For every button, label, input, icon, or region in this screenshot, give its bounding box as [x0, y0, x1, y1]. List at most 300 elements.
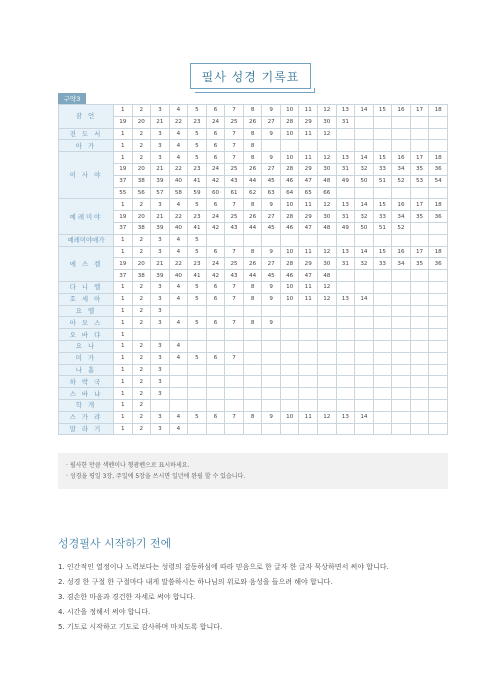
chapter-cell: 26 — [243, 211, 262, 223]
chapter-cell — [262, 364, 281, 376]
chapter-cell: 6 — [206, 152, 225, 164]
chapter-cell — [188, 376, 207, 388]
chapter-cell: 1 — [114, 293, 133, 305]
chapter-cell: 41 — [188, 175, 207, 187]
chapter-cell: 6 — [206, 128, 225, 140]
chapter-cell: 13 — [336, 152, 355, 164]
chapter-cell — [355, 187, 374, 199]
chapter-cell — [410, 187, 429, 199]
chapter-cell — [299, 340, 318, 352]
chapter-cell: 6 — [206, 140, 225, 152]
chapter-cell — [355, 352, 374, 364]
chapter-cell: 2 — [132, 305, 151, 317]
chapter-cell: 14 — [355, 411, 374, 423]
book-name-cell: 아 가 — [59, 140, 114, 152]
chapter-cell — [243, 340, 262, 352]
chapter-cell: 2 — [132, 411, 151, 423]
chapter-cell — [392, 270, 411, 282]
chapter-cell — [373, 352, 392, 364]
chapter-cell — [355, 234, 374, 246]
chapter-cell — [262, 340, 281, 352]
chapter-cell: 7 — [225, 281, 244, 293]
chapter-cell — [355, 329, 374, 341]
chapter-cell — [336, 281, 355, 293]
chapter-cell — [429, 317, 448, 329]
chapter-cell: 11 — [299, 281, 318, 293]
chapter-cell: 23 — [188, 211, 207, 223]
chapter-cell — [410, 423, 429, 435]
chapter-cell: 23 — [188, 163, 207, 175]
book-name-cell: 에 스 겔 — [59, 246, 114, 281]
chapter-cell — [206, 364, 225, 376]
chapter-cell: 2 — [132, 340, 151, 352]
chapter-cell: 6 — [206, 411, 225, 423]
chapter-cell — [336, 270, 355, 282]
table-row — [59, 199, 448, 211]
chapter-cell: 29 — [299, 116, 318, 128]
chapter-cell: 27 — [262, 258, 281, 270]
chapter-cell: 1 — [114, 399, 133, 411]
chapter-cell: 1 — [114, 105, 133, 117]
guide-item: 3. 겸손한 마음과 경건한 자세로 써야 합니다. — [58, 593, 196, 601]
chapter-cell — [336, 187, 355, 199]
chapter-cell: 38 — [132, 175, 151, 187]
chapter-cell: 1 — [114, 329, 133, 341]
chapter-cell — [262, 329, 281, 341]
chapter-cell: 26 — [243, 163, 262, 175]
chapter-cell — [206, 340, 225, 352]
chapter-cell — [410, 340, 429, 352]
chapter-cell — [243, 329, 262, 341]
chapter-cell — [188, 388, 207, 400]
chapter-cell: 3 — [151, 152, 170, 164]
chapter-cell: 9 — [262, 199, 281, 211]
chapter-cell — [373, 388, 392, 400]
chapter-cell: 32 — [355, 211, 374, 223]
chapter-cell: 2 — [132, 293, 151, 305]
chapter-cell — [336, 364, 355, 376]
chapter-cell: 17 — [410, 199, 429, 211]
chapter-cell: 40 — [169, 222, 188, 234]
chapter-cell: 40 — [169, 175, 188, 187]
chapter-cell — [336, 352, 355, 364]
chapter-cell: 19 — [114, 211, 133, 223]
chapter-cell: 8 — [243, 199, 262, 211]
chapter-cell — [336, 128, 355, 140]
chapter-cell — [355, 128, 374, 140]
chapter-cell — [206, 423, 225, 435]
chapter-cell: 45 — [262, 222, 281, 234]
book-name-cell: 미 가 — [59, 352, 114, 364]
chapter-cell — [262, 388, 281, 400]
book-name-cell: 요 나 — [59, 340, 114, 352]
chapter-cell: 1 — [114, 423, 133, 435]
chapter-cell: 29 — [299, 163, 318, 175]
chapter-cell: 5 — [188, 234, 207, 246]
chapter-cell — [373, 411, 392, 423]
chapter-cell — [429, 352, 448, 364]
chapter-cell — [280, 340, 299, 352]
chapter-cell: 5 — [188, 246, 207, 258]
chapter-cell: 9 — [262, 246, 281, 258]
chapter-cell: 39 — [151, 270, 170, 282]
chapter-cell — [206, 376, 225, 388]
chapter-cell — [318, 140, 337, 152]
table-row — [59, 105, 448, 117]
chapter-cell: 39 — [151, 175, 170, 187]
chapter-cell: 23 — [188, 258, 207, 270]
chapter-cell: 31 — [336, 258, 355, 270]
chapter-cell: 15 — [373, 105, 392, 117]
chapter-cell: 43 — [225, 270, 244, 282]
chapter-cell: 44 — [243, 270, 262, 282]
chapter-cell — [336, 234, 355, 246]
chapter-cell: 7 — [225, 105, 244, 117]
chapter-cell: 3 — [151, 340, 170, 352]
chapter-cell: 5 — [188, 105, 207, 117]
chapter-cell — [299, 399, 318, 411]
chapter-cell: 22 — [169, 116, 188, 128]
chapter-cell: 1 — [114, 376, 133, 388]
chapter-cell — [410, 128, 429, 140]
chapter-cell — [132, 329, 151, 341]
guide-item: 1. 인간적인 열정이나 노력보다는 성령의 감동하심에 따라 믿음으로 한 글자 한 글자 묵상하면서 써야 합니다. — [58, 563, 389, 571]
chapter-cell — [262, 352, 281, 364]
chapter-cell — [429, 305, 448, 317]
chapter-cell: 1 — [114, 340, 133, 352]
chapter-cell: 17 — [410, 246, 429, 258]
chapter-cell — [392, 423, 411, 435]
chapter-cell — [225, 340, 244, 352]
chapter-cell: 9 — [262, 105, 281, 117]
chapter-cell: 24 — [206, 258, 225, 270]
chapter-cell: 4 — [169, 105, 188, 117]
chapter-cell — [243, 305, 262, 317]
chapter-cell: 11 — [299, 105, 318, 117]
chapter-cell — [280, 305, 299, 317]
chapter-cell: 12 — [318, 246, 337, 258]
chapter-cell — [299, 305, 318, 317]
chapter-cell — [318, 364, 337, 376]
chapter-cell — [280, 140, 299, 152]
chapter-cell: 50 — [355, 222, 374, 234]
table-row — [59, 116, 448, 128]
chapter-cell: 8 — [243, 411, 262, 423]
chapter-cell — [373, 423, 392, 435]
chapter-cell — [280, 423, 299, 435]
chapter-cell — [429, 423, 448, 435]
chapter-cell — [318, 352, 337, 364]
chapter-cell — [392, 187, 411, 199]
chapter-cell: 21 — [151, 163, 170, 175]
chapter-cell: 43 — [225, 222, 244, 234]
chapter-cell: 6 — [206, 293, 225, 305]
chapter-cell: 5 — [188, 199, 207, 211]
chapter-cell — [429, 281, 448, 293]
chapter-cell: 42 — [206, 175, 225, 187]
guide-item: 5. 기도로 시작하고 기도로 감사하며 마치도록 합니다. — [58, 623, 223, 631]
chapter-cell — [336, 329, 355, 341]
chapter-cell — [225, 388, 244, 400]
chapter-cell: 30 — [318, 116, 337, 128]
guide-title: 성경필사 시작하기 전에 — [58, 537, 172, 550]
chapter-cell — [280, 376, 299, 388]
chapter-cell: 52 — [392, 175, 411, 187]
chapter-cell: 16 — [392, 152, 411, 164]
chapter-cell: 32 — [355, 258, 374, 270]
chapter-cell — [262, 423, 281, 435]
chapter-cell — [188, 305, 207, 317]
chapter-cell — [410, 388, 429, 400]
chapter-cell: 28 — [280, 258, 299, 270]
chapter-cell: 60 — [206, 187, 225, 199]
chapter-cell — [206, 234, 225, 246]
chapter-cell: 8 — [243, 128, 262, 140]
book-name-cell: 이 사 야 — [59, 152, 114, 199]
chapter-cell — [373, 234, 392, 246]
table-row — [59, 329, 448, 341]
chapter-cell: 3 — [151, 352, 170, 364]
chapter-cell: 18 — [429, 246, 448, 258]
chapter-cell — [225, 399, 244, 411]
chapter-cell — [299, 317, 318, 329]
chapter-cell: 10 — [280, 293, 299, 305]
chapter-cell: 46 — [280, 175, 299, 187]
chapter-cell: 2 — [132, 199, 151, 211]
chapter-cell: 54 — [429, 175, 448, 187]
chapter-cell: 5 — [188, 411, 207, 423]
chapter-cell: 9 — [262, 281, 281, 293]
chapter-cell: 18 — [429, 105, 448, 117]
chapter-cell — [373, 281, 392, 293]
chapter-cell: 10 — [280, 246, 299, 258]
chapter-cell: 25 — [225, 258, 244, 270]
chapter-cell: 58 — [169, 187, 188, 199]
chapter-cell — [206, 399, 225, 411]
chapter-cell: 3 — [151, 411, 170, 423]
table-row — [59, 234, 448, 246]
chapter-cell: 12 — [318, 281, 337, 293]
chapter-cell: 33 — [373, 163, 392, 175]
chapter-cell — [410, 399, 429, 411]
note-item: · 성경을 평일 3장, 주일에 5장을 쓰시면 일년에 완필 할 수 있습니다. — [66, 473, 246, 480]
chapter-cell: 44 — [243, 175, 262, 187]
book-name-cell: 하 박 국 — [59, 376, 114, 388]
chapter-cell: 48 — [318, 222, 337, 234]
chapter-cell: 9 — [262, 152, 281, 164]
chapter-cell: 14 — [355, 152, 374, 164]
chapter-cell — [299, 423, 318, 435]
chapter-cell: 2 — [132, 364, 151, 376]
chapter-cell — [373, 376, 392, 388]
chapter-cell: 27 — [262, 116, 281, 128]
book-name-cell: 요 엘 — [59, 305, 114, 317]
chapter-cell: 34 — [392, 163, 411, 175]
chapter-cell: 5 — [188, 152, 207, 164]
chapter-cell: 4 — [169, 293, 188, 305]
chapter-cell — [392, 116, 411, 128]
chapter-cell — [299, 376, 318, 388]
chapter-cell — [392, 388, 411, 400]
chapter-cell: 4 — [169, 140, 188, 152]
chapter-cell — [355, 423, 374, 435]
chapter-cell: 55 — [114, 187, 133, 199]
chapter-cell — [410, 411, 429, 423]
chapter-cell — [429, 270, 448, 282]
chapter-cell: 27 — [262, 211, 281, 223]
chapter-cell — [392, 376, 411, 388]
table-row — [59, 163, 448, 175]
chapter-cell: 4 — [169, 152, 188, 164]
chapter-cell: 14 — [355, 105, 374, 117]
chapter-cell: 9 — [262, 317, 281, 329]
chapter-cell: 37 — [114, 222, 133, 234]
chapter-cell — [373, 340, 392, 352]
chapter-cell: 9 — [262, 293, 281, 305]
chapter-cell — [429, 329, 448, 341]
chapter-cell: 15 — [373, 199, 392, 211]
chapter-cell — [373, 399, 392, 411]
book-name-cell: 스 바 냐 — [59, 388, 114, 400]
chapter-cell: 6 — [206, 352, 225, 364]
chapter-cell: 45 — [262, 270, 281, 282]
chapter-cell: 6 — [206, 105, 225, 117]
chapter-cell: 10 — [280, 199, 299, 211]
chapter-cell — [392, 305, 411, 317]
chapter-cell — [410, 293, 429, 305]
table-row — [59, 211, 448, 223]
chapter-cell: 5 — [188, 317, 207, 329]
chapter-cell — [373, 293, 392, 305]
chapter-cell: 7 — [225, 140, 244, 152]
chapter-cell: 21 — [151, 258, 170, 270]
chapter-cell: 7 — [225, 152, 244, 164]
chapter-cell: 7 — [225, 293, 244, 305]
chapter-cell: 4 — [169, 317, 188, 329]
chapter-cell: 2 — [132, 152, 151, 164]
chapter-cell: 47 — [299, 175, 318, 187]
chapter-cell: 8 — [243, 317, 262, 329]
book-name-cell: 호 세 아 — [59, 293, 114, 305]
chapter-cell: 20 — [132, 116, 151, 128]
chapter-cell — [410, 270, 429, 282]
chapter-cell: 14 — [355, 293, 374, 305]
chapter-cell — [280, 329, 299, 341]
chapter-cell: 20 — [132, 258, 151, 270]
chapter-cell — [410, 116, 429, 128]
chapter-cell — [410, 234, 429, 246]
notes-box — [58, 453, 448, 489]
chapter-cell: 7 — [225, 246, 244, 258]
chapter-cell: 19 — [114, 163, 133, 175]
chapter-cell: 2 — [132, 281, 151, 293]
chapter-cell: 44 — [243, 222, 262, 234]
chapter-cell — [169, 364, 188, 376]
book-name-cell: 오 바 댜 — [59, 329, 114, 341]
chapter-cell: 66 — [318, 187, 337, 199]
chapter-cell — [429, 399, 448, 411]
guide-item: 4. 시간을 정해서 써야 합니다. — [58, 608, 151, 616]
chapter-cell — [429, 234, 448, 246]
chapter-cell: 2 — [132, 423, 151, 435]
chapter-cell: 35 — [410, 211, 429, 223]
table-row — [59, 128, 448, 140]
chapter-cell: 3 — [151, 423, 170, 435]
chapter-cell — [355, 305, 374, 317]
chapter-cell: 3 — [151, 140, 170, 152]
chapter-cell — [373, 140, 392, 152]
chapter-cell — [392, 317, 411, 329]
chapter-cell — [336, 388, 355, 400]
chapter-cell: 45 — [262, 175, 281, 187]
chapter-cell: 3 — [151, 305, 170, 317]
chapter-cell — [169, 376, 188, 388]
chapter-cell — [318, 329, 337, 341]
chapter-cell: 33 — [373, 211, 392, 223]
chapter-cell — [392, 128, 411, 140]
chapter-cell: 8 — [243, 246, 262, 258]
chapter-cell: 31 — [336, 211, 355, 223]
book-name-cell: 아 모 스 — [59, 317, 114, 329]
chapter-cell — [373, 317, 392, 329]
chapter-cell — [243, 399, 262, 411]
chapter-cell — [373, 116, 392, 128]
chapter-cell: 5 — [188, 281, 207, 293]
chapter-cell — [355, 270, 374, 282]
chapter-cell: 65 — [299, 187, 318, 199]
table-row — [59, 364, 448, 376]
chapter-cell: 25 — [225, 163, 244, 175]
chapter-cell — [225, 364, 244, 376]
chapter-cell: 4 — [169, 423, 188, 435]
chapter-cell: 24 — [206, 163, 225, 175]
chapter-cell: 49 — [336, 222, 355, 234]
chapter-cell: 50 — [355, 175, 374, 187]
chapter-cell — [225, 423, 244, 435]
chapter-cell: 61 — [225, 187, 244, 199]
chapter-cell: 12 — [318, 128, 337, 140]
chapter-cell: 8 — [243, 281, 262, 293]
chapter-cell — [429, 340, 448, 352]
chapter-cell: 3 — [151, 128, 170, 140]
chapter-cell — [336, 340, 355, 352]
chapter-cell: 34 — [392, 211, 411, 223]
chapter-cell: 56 — [132, 187, 151, 199]
chapter-cell: 11 — [299, 411, 318, 423]
chapter-cell — [318, 340, 337, 352]
chapter-cell — [392, 352, 411, 364]
chapter-cell: 35 — [410, 258, 429, 270]
chapter-cell: 25 — [225, 211, 244, 223]
chapter-cell: 37 — [114, 270, 133, 282]
chapter-cell — [262, 140, 281, 152]
chapter-cell — [169, 329, 188, 341]
chapter-cell: 1 — [114, 246, 133, 258]
chapter-cell: 12 — [318, 411, 337, 423]
table-row — [59, 222, 448, 234]
chapter-cell — [410, 305, 429, 317]
chapter-cell: 16 — [392, 246, 411, 258]
chapter-cell — [243, 352, 262, 364]
chapter-cell: 15 — [373, 246, 392, 258]
chapter-cell: 36 — [429, 163, 448, 175]
chapter-cell: 30 — [318, 258, 337, 270]
chapter-cell — [151, 399, 170, 411]
chapter-cell: 57 — [151, 187, 170, 199]
chapter-cell: 16 — [392, 199, 411, 211]
chapter-cell: 2 — [132, 317, 151, 329]
chapter-cell — [429, 293, 448, 305]
